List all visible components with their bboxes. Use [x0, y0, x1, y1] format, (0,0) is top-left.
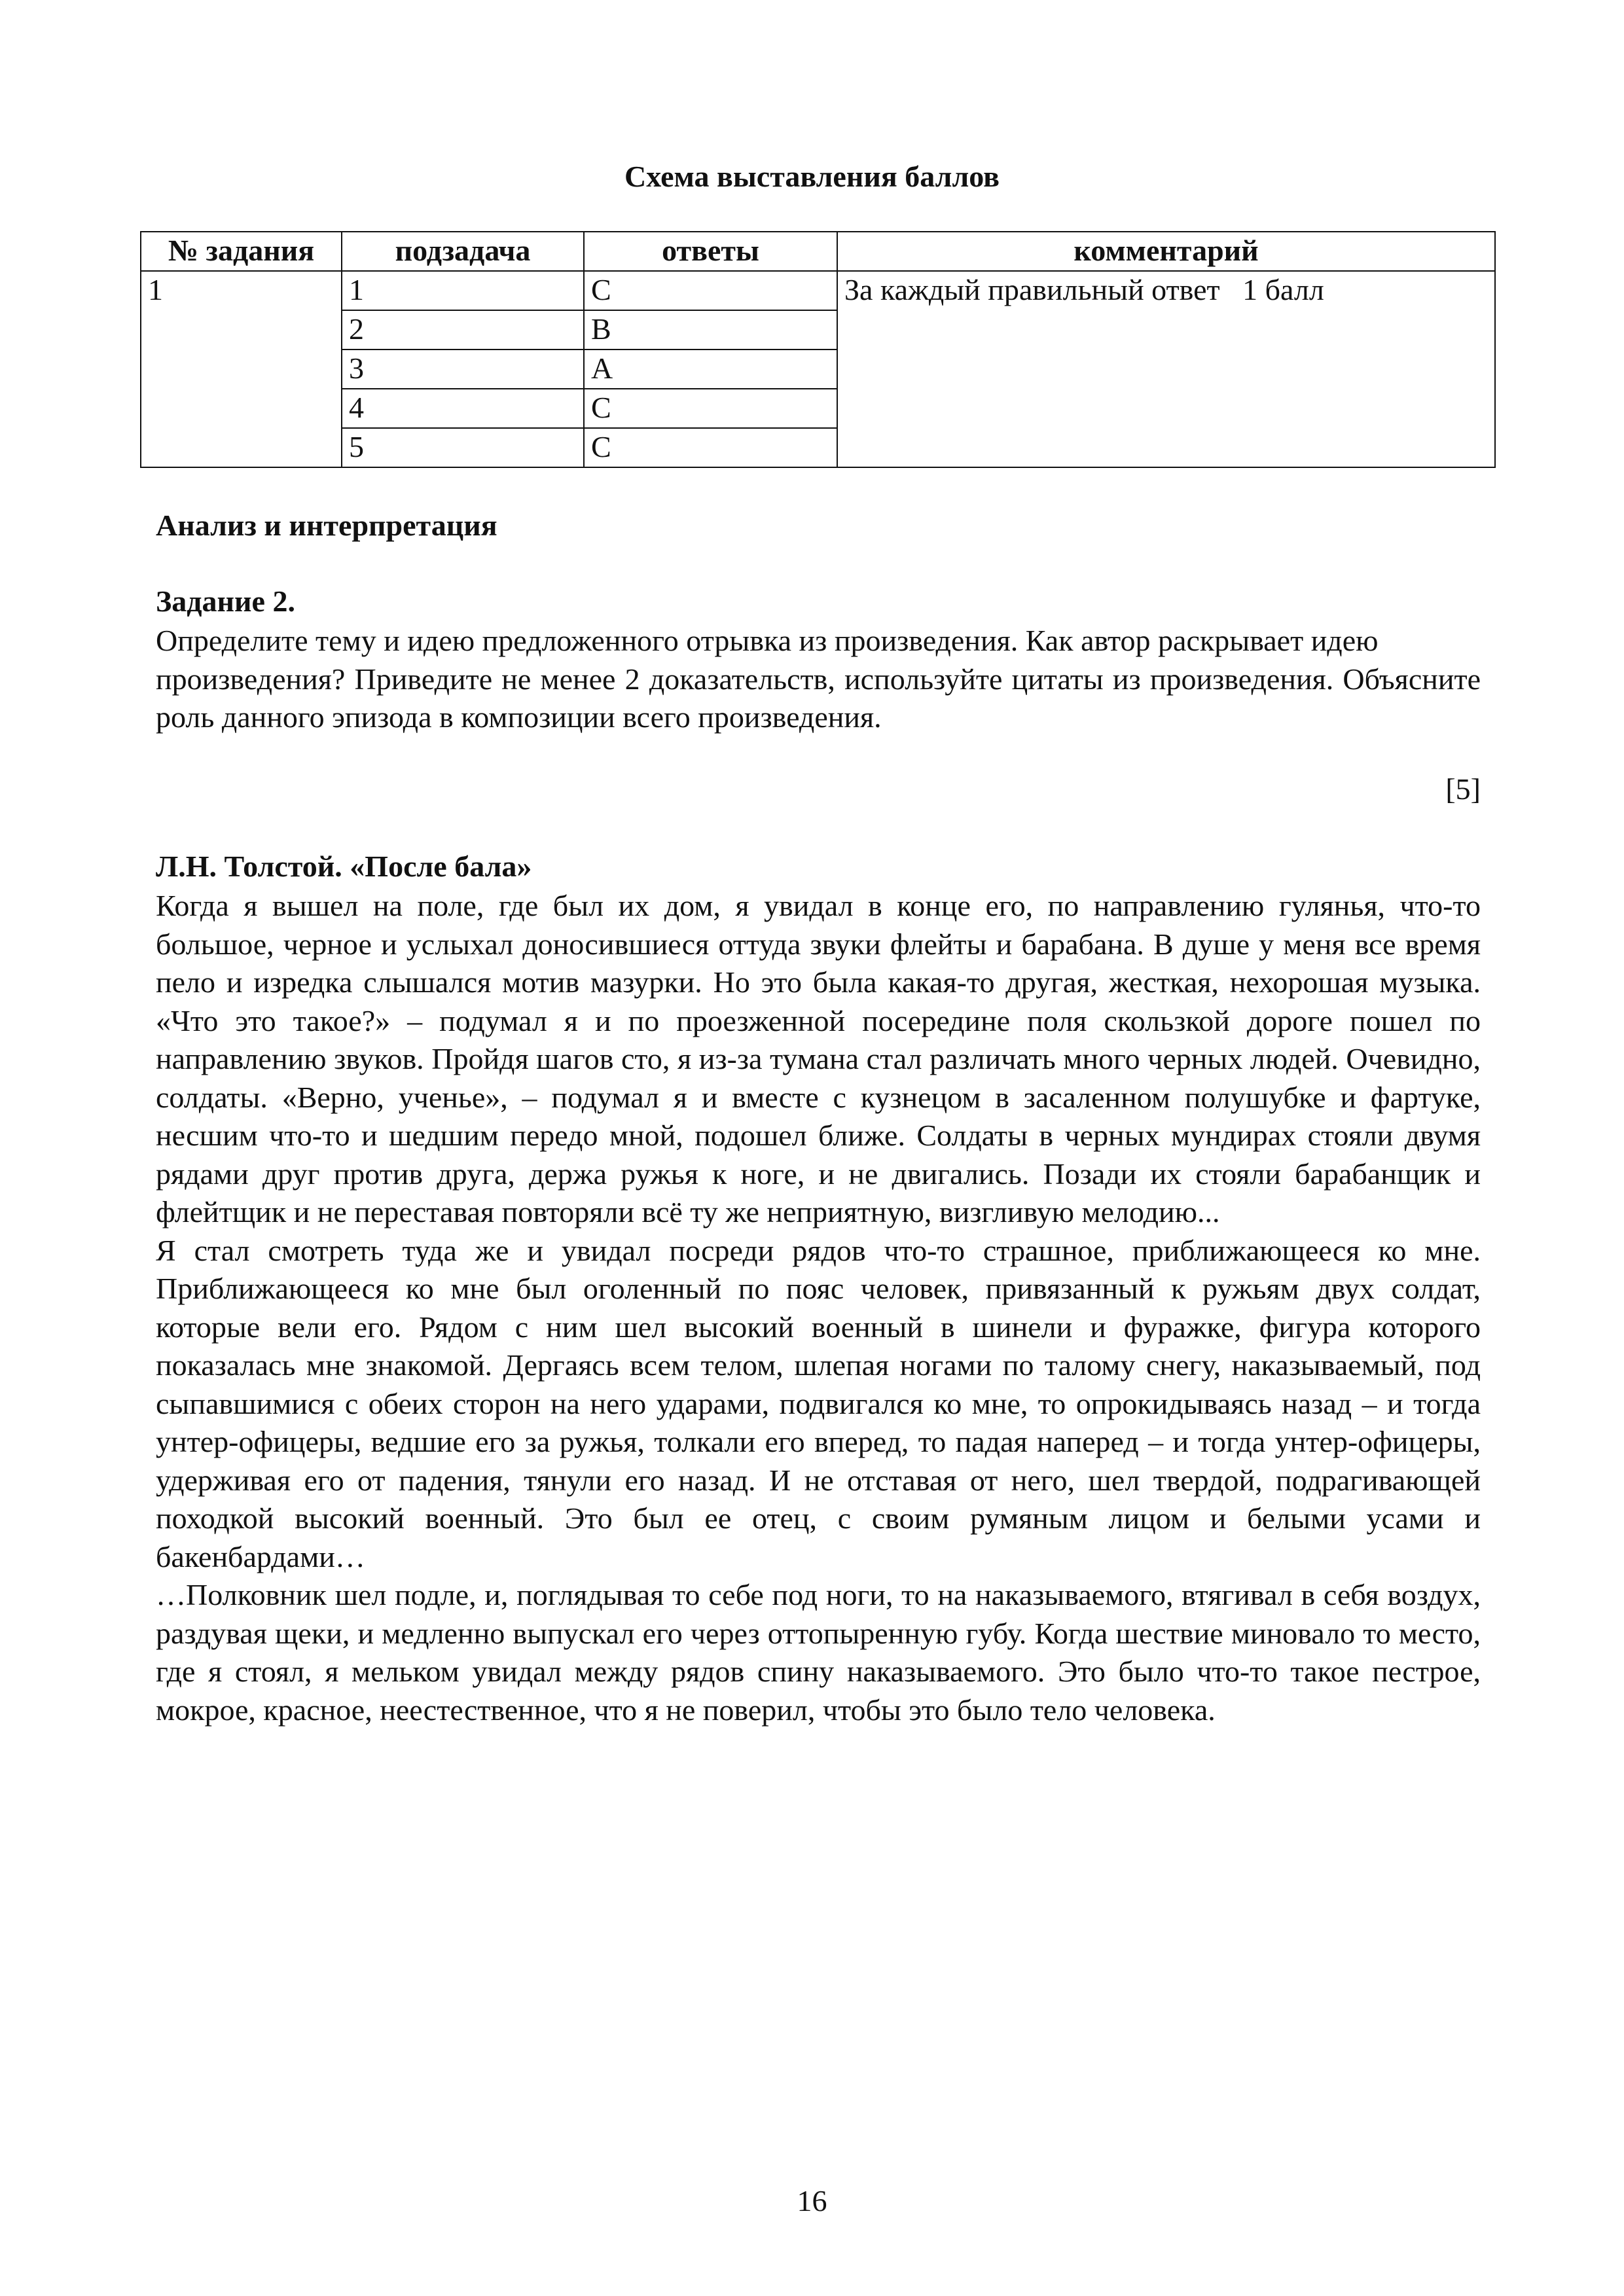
subtask-cell: 2 [342, 310, 584, 350]
comment-text: За каждый правильный ответ 1 балл [844, 273, 1324, 306]
subtask-cell: 5 [342, 428, 584, 467]
answer-cell: B [584, 310, 837, 350]
excerpt-paragraph-1: Когда я вышел на поле, где был их дом, я увидал в конце его, по направлению гулянья, что-то большое, черное и услыхал доносившиеся оттуда звуки флейты и барабана. В душе у меня все время пело и изредка слышался мотив мазурки. Но это была какая-то другая, жесткая, нехорошая музыка. «Что это такое?» – подумал я и по проезженной посередине поля скользкой дороге пошел по направлению звуков. Пройдя шагов сто, я из-за тумана стал различать много черных людей. Очевидно, солдаты. «Верно, ученье», – подумал я и вместе с кузнецом в засаленном полушубке и фартуке, несшим что-то и шедшим передо мной, подошел ближе. Солдаты в черных мундирах стояли двумя рядами друг против друга, держа ружья к ноге, и не двигались. Позади их стояли барабанщик и флейтщик и не переставая повторяли всё ту же неприятную, визгливую мелодию... [156, 889, 1481, 1229]
answer-cell: C [584, 271, 837, 310]
task-number-cell: 1 [141, 271, 342, 467]
header-comment: комментарий [837, 232, 1495, 271]
table-header-row [141, 232, 1495, 271]
excerpt-paragraph-3: …Полковник шел подле, и, поглядывая то себе под ноги, то на наказываемого, втягивал в себя воздух, раздувая щеки, и медленно выпускал его через оттопыренную губу. Когда шествие миновало то место, где я стоял, я мельком увидал между рядов спину наказываемого. Это было что-то такое пестрое, мокрое, красное, неестественное, что я не поверил, чтобы это было тело человека. [156, 1578, 1481, 1727]
header-answers: ответы [584, 232, 837, 271]
analysis-heading: Анализ и интерпретация [156, 509, 497, 542]
scoring-table [140, 231, 1496, 468]
excerpt-paragraph-2: Я стал смотреть туда же и увидал посреди рядов что-то страшное, приближающееся ко мне. Приближающееся ко мне был оголенный по пояс человек, привязанный к ружьям двух солдат, которые вели его. Рядом с ним шел высокий военный в шинели и фуражке, фигура которого показалась мне знакомой. Дергаясь всем телом, шлепая ногами по талому снегу, наказываемый, под сыпавшимися с обеих сторон на него ударами, подвигался ко мне, то опрокидываясь назад – и тогда унтер-офицеры, ведшие его за ружья, толкали его вперед, то падая наперед – и тогда унтер-офицеры, удерживая его от падения, тянули его назад. И не отставая от него, шел твердой, подрагивающей походкой высокий военный. Это был ее отец, с своим румяным лицом и белыми усами и бакенбардами… [156, 1233, 1481, 1573]
subtask-cell: 4 [342, 389, 584, 428]
task2-line-2: произведения? Приведите не менее 2 доказательств, используйте цитаты из произведения. Объясните роль данного эпизода в композиции всего произведения. [156, 662, 1481, 734]
answer-cell: C [584, 428, 837, 467]
page-number: 16 [797, 2184, 827, 2217]
excerpt-text [156, 887, 1481, 1729]
task2-instructions [156, 622, 1481, 737]
table-row [141, 271, 1495, 310]
header-subtask: подзадача [342, 232, 584, 271]
subtask-cell: 1 [342, 271, 584, 310]
answer-cell: A [584, 350, 837, 389]
subtask-cell: 3 [342, 350, 584, 389]
task2-line-1: Определите тему и идею предложенного отрывка из произведения. Как автор раскрывает идею [156, 624, 1379, 657]
task2-title: Задание 2. [156, 584, 295, 618]
excerpt-title: Л.Н. Толстой. «После бала» [156, 850, 532, 883]
answer-cell: C [584, 389, 837, 428]
task2-score: [5] [1445, 772, 1481, 806]
comment-cell [837, 271, 1495, 467]
scoring-scheme-heading: Схема выставления баллов [624, 160, 1000, 193]
header-task-number: № задания [141, 232, 342, 271]
